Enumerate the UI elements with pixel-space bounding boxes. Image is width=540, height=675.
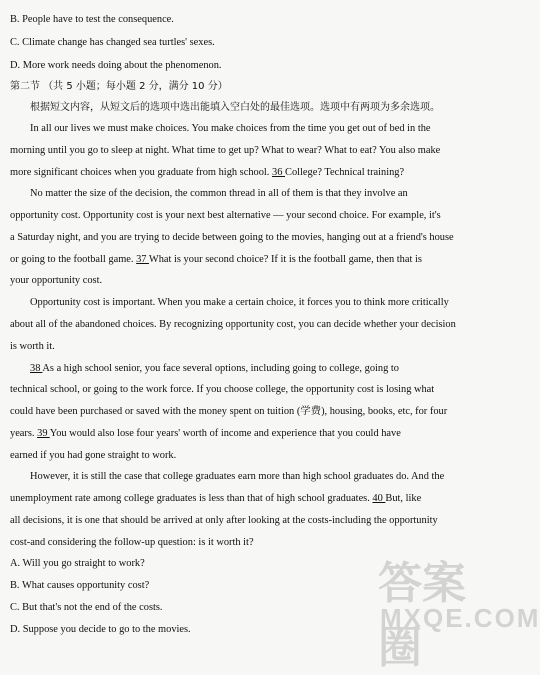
passage-line: cost-and considering the follow-up question: is it worth it? — [10, 537, 254, 548]
blank-39[interactable]: 39 — [37, 428, 50, 439]
passage-line: your opportunity cost. — [10, 275, 103, 286]
passage-line: unemployment rate among college graduates is less than that of high school graduates. 40 But, like — [10, 493, 422, 504]
blank-40[interactable]: 40 — [372, 493, 386, 504]
passage-line: years. 39 You would also lose four years' worth of income and experience that you could have — [10, 428, 401, 439]
passage-line: However, it is still the case that college graduates earn more than high school graduates do. And the — [30, 471, 445, 482]
section-heading: 第二节 （共 5 小题；每小题 2 分，满分 10 分） — [10, 81, 228, 92]
prev-option-d: D. More work needs doing about the phenomenon. — [10, 60, 222, 71]
watermark-url: MXQE.COM — [380, 603, 540, 633]
passage-line: could have been purchased or saved with the money spent on tuition (学费), housing, books, etc, for four — [10, 406, 448, 417]
passage-line: or going to the football game. 37 What is your second choice? If it is the football game, then that is — [10, 254, 422, 265]
option-c[interactable]: C. But that's not the end of the costs. — [10, 602, 163, 613]
passage-line: Opportunity cost is important. When you make a certain choice, it forces you to think more critically — [30, 297, 449, 308]
passage-line: is worth it. — [10, 341, 55, 352]
passage-line: earned if you had gone straight to work. — [10, 450, 177, 461]
watermark-text: 答案圈 — [378, 558, 466, 673]
blank-37[interactable]: 37 — [136, 254, 149, 265]
prev-option-b: B. People have to test the consequence. — [10, 14, 174, 25]
passage-line: In all our lives we must make choices. You make choices from the time you get out of bed in the — [30, 123, 431, 134]
passage-line: opportunity cost. Opportunity cost is your next best alternative — your second choice. For example, it's — [10, 210, 441, 221]
option-b[interactable]: B. What causes opportunity cost? — [10, 580, 150, 591]
passage-line: about all of the abandoned choices. By recognizing opportunity cost, you can decide whether your decision — [10, 319, 456, 330]
passage-line: more significant choices when you graduate from high school. 36 College? Technical training? — [10, 167, 405, 178]
passage-line: morning until you go to sleep at night. What time to get up? What to wear? What to eat? You also make — [10, 145, 441, 156]
prev-option-c: C. Climate change has changed sea turtles' sexes. — [10, 37, 215, 48]
passage-line: all decisions, it is one that should be arrived at only after looking at the costs-including the opportunity — [10, 515, 438, 526]
option-d[interactable]: D. Suppose you decide to go to the movies. — [10, 624, 191, 635]
passage-line: a Saturday night, and you are trying to decide between going to the movies, hanging out at a friend's house — [10, 232, 454, 243]
option-a[interactable]: A. Will you go straight to work? — [10, 558, 145, 569]
section-instruction: 根据短文内容，从短文后的选项中选出能填入空白处的最佳选项。选项中有两项为多余选项。 — [30, 102, 440, 113]
blank-36[interactable]: 36 — [272, 167, 286, 178]
blank-38[interactable]: 38 — [30, 363, 43, 374]
passage-line: technical school, or going to the work force. If you choose college, the opportunity cost is losing what — [10, 384, 435, 395]
passage-line: 38 As a high school senior, you face several options, including going to college, going to — [30, 363, 399, 374]
passage-line: No matter the size of the decision, the common thread in all of them is that they involve an — [30, 188, 408, 199]
